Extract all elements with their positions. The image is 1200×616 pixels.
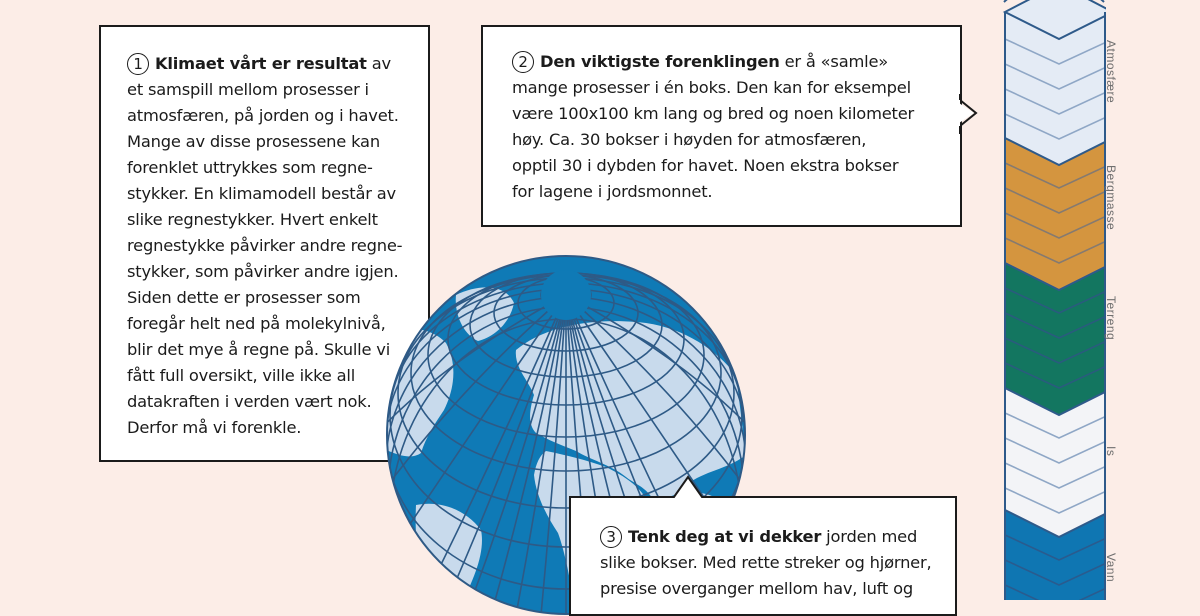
- callout-text: 1 Klimaet vårt er resultat av et samspill mellom prosesser i atmosfæren, på jorden og i havet. Mange av disse prosessene kan forenklet uttrykkes som regne- stykker. En klimamodell består av slike regnestykker. Hvert enkelt regnestykke påvirker andre regne- stykker, som påvirker andre igjen. Siden dette er prosesser som foregår helt ned på molekylnivå, blir det mye å regne på. Skulle vi fått full oversikt, ville ikke all datakraften i verden vært nok. Derfor må vi forenkle.: [127, 54, 403, 437]
- rotate-arrow-left-icon: [1004, 0, 1012, 2]
- north-pole-cap: [541, 270, 591, 320]
- step-number-badge: 1: [127, 53, 149, 75]
- model-box-column: [1000, 0, 1110, 600]
- callout-heading: Den viktigste forenklingen: [540, 52, 780, 71]
- callout-heading: Klimaet vårt er resultat: [155, 54, 367, 73]
- step-number-badge: 3: [600, 526, 622, 548]
- rotate-arrow-right-icon: [1096, 0, 1104, 2]
- callout-pointer-right: [950, 94, 980, 134]
- callout-box-simplification: [481, 25, 962, 227]
- layer-label-water: Vann: [1104, 553, 1118, 583]
- callout-text: 3 Tenk deg at vi dekker jorden med slike bokser. Med rette streker og hjørner, presise overganger mellom hav, luft og: [600, 527, 932, 598]
- layer-label-atmosphere: Atmosfære: [1104, 40, 1118, 104]
- callout-climate-result: [99, 25, 430, 462]
- step-number-badge: 2: [512, 51, 534, 73]
- callout-cover-earth: [569, 496, 957, 616]
- callout-text: 2 Den viktigste forenklingen er å «samle» mange prosesser i én boks. Den kan for eksempel være 100x100 km lang og bred og noen kilometer høy. Ca. 30 bokser i høyden for atmosfæren, opptil 30 i dybden for havet. Noen ekstra bokser for lagene i jordsmonnet.: [512, 52, 915, 201]
- callout-heading: Tenk deg at vi dekker: [628, 527, 822, 546]
- layer-label-bedrock: Bergmasse: [1104, 165, 1118, 231]
- callout-pointer-up: [668, 474, 708, 500]
- layer-label-ice: Is: [1104, 446, 1118, 457]
- layer-label-terrain: Terreng: [1104, 296, 1118, 341]
